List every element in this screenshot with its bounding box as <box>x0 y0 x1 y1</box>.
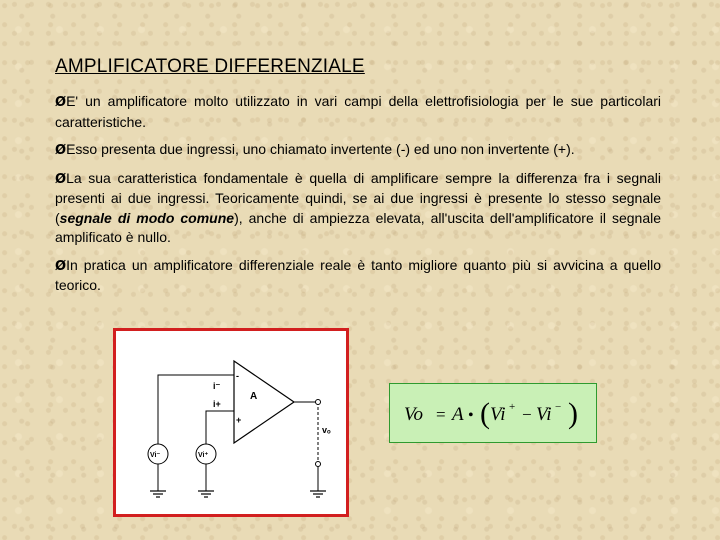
formula-paren-open: ( <box>480 397 490 430</box>
bullet-text: E' un amplificatore molto utilizzato in vari campi della elettrofisiologia per le sue particolari caratteristiche. <box>55 93 661 130</box>
opamp-minus-label: - <box>236 371 239 381</box>
bullet-text: Esso presenta due ingressi, uno chiamato invertente (-) ed uno non invertente (+). <box>66 141 575 157</box>
opamp-triangle <box>234 361 294 443</box>
bullet-text: La sua caratteristica fondamentale è quella di amplificare sempre la differenza fra i segnali presenti ai due ingressi. Teoricamente quindi, se ai due ingressi è presente lo stesso segnale ( <box>55 169 661 226</box>
differential-amplifier-circuit <box>113 328 349 517</box>
arrow-bullet-icon: Ø <box>55 258 67 274</box>
noninverting-input-wire <box>206 411 234 446</box>
opamp-gain-label: A <box>250 391 258 402</box>
formula-paren-close: ) <box>568 397 578 430</box>
slide-title: AMPLIFICATORE DIFFERENZIALE <box>55 56 365 77</box>
arrow-bullet-icon: Ø <box>55 95 67 110</box>
bullet-item <box>55 140 661 161</box>
gain-formula <box>389 383 597 443</box>
formula-minus: − <box>522 405 532 424</box>
bullet-item <box>55 169 661 248</box>
ground-icon <box>150 491 166 497</box>
bullet-text: ), anche di ampiezza elevata, all'uscita dell'amplificatore il segnale amplificato è nullo. <box>55 209 662 245</box>
formula-svg <box>390 384 596 442</box>
formula-lhs: Vo <box>404 404 423 425</box>
ground-icon <box>310 491 326 497</box>
formula-term2: Vi <box>536 404 552 425</box>
bullet-item <box>55 92 661 132</box>
formula-term2-sup: − <box>555 401 562 413</box>
bullet-text: In pratica un amplificatore differenziale reale è tanto migliore quanto più si avvicina a quello teorico. <box>55 256 661 293</box>
source-minus-label: Vi⁻ <box>150 452 161 459</box>
opamp-plus-label: + <box>236 415 242 425</box>
arrow-bullet-icon: Ø <box>55 171 67 187</box>
ground-terminal <box>316 462 321 467</box>
output-terminal <box>316 400 321 405</box>
circuit-diagram <box>116 331 346 514</box>
source-plus-label: Vi⁺ <box>198 452 209 459</box>
bullet-emphasis: segnale di modo comune <box>59 209 235 226</box>
formula-term1: Vi <box>490 404 506 425</box>
arrow-bullet-icon: Ø <box>55 143 67 158</box>
output-voltage-label: vₒ <box>322 425 331 435</box>
ground-icon <box>198 491 214 497</box>
bullet-item <box>55 256 661 296</box>
current-minus-label: i⁻ <box>213 381 221 391</box>
current-plus-label: i+ <box>213 399 221 409</box>
formula-dot: • <box>468 407 474 424</box>
formula-equals: = <box>436 405 446 424</box>
bullet-list <box>55 92 661 304</box>
formula-term1-sup: + <box>509 401 516 413</box>
formula-gain: A <box>452 404 464 425</box>
